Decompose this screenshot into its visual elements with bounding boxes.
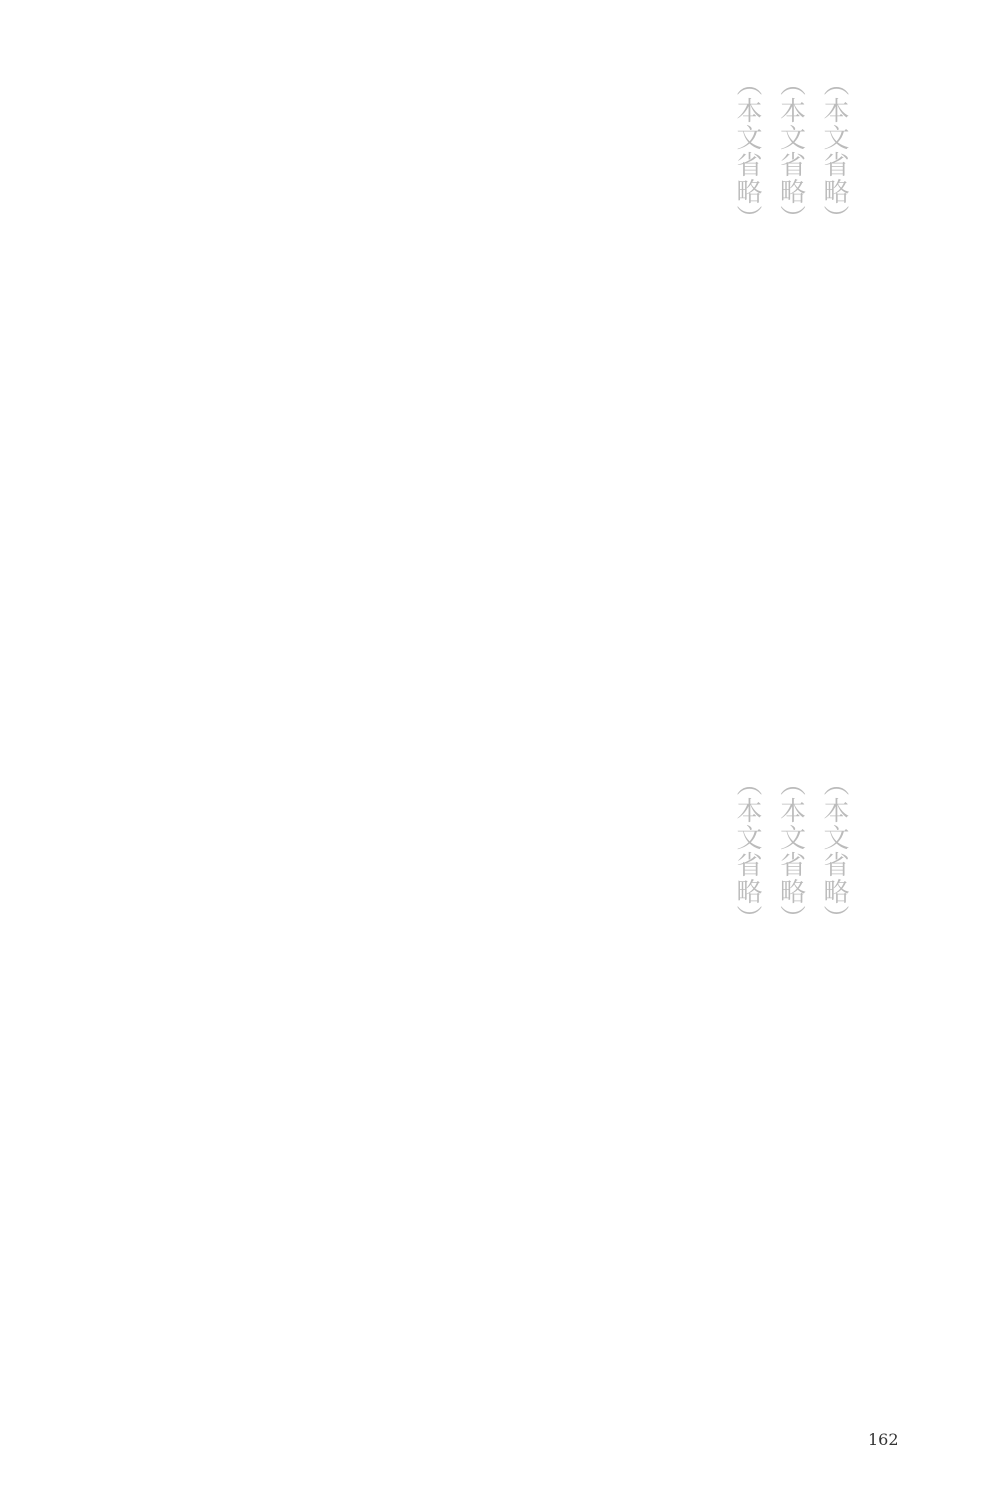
text-block-lower: [145, 770, 855, 1410]
text-block-upper: [145, 70, 855, 710]
text-line-placeholder: （本文省略）: [732, 70, 762, 232]
text-line-placeholder: （本文省略）: [775, 770, 806, 932]
page-number: 162: [868, 1430, 899, 1449]
text-line-placeholder: （本文省略）: [819, 770, 849, 932]
text-line-placeholder: （本文省略）: [775, 70, 806, 232]
text-line-placeholder: （本文省略）: [819, 70, 849, 232]
text-line-placeholder: （本文省略）: [732, 770, 762, 932]
